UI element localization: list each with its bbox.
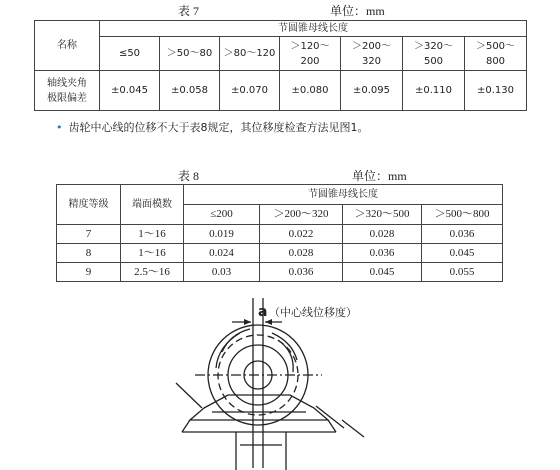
table8-cell: 0.024 — [184, 244, 260, 263]
bevel-gear-rim — [190, 395, 328, 420]
table7-col-header: ＞320～ 500 — [403, 37, 465, 71]
table7-header-group: 节圆锥母线长度 — [100, 21, 527, 37]
table8-caption: 表 8 — [178, 169, 200, 183]
table7-col-header: ＞200～ 320 — [341, 37, 403, 71]
table8-grade: 7 — [57, 225, 121, 244]
table7-cell: ±0.045 — [100, 71, 160, 111]
table8-module: 1～16 — [121, 225, 184, 244]
table8-unit: 单位：mm — [352, 169, 407, 183]
table8-cell: 0.019 — [184, 225, 260, 244]
table7-cell: ±0.080 — [280, 71, 341, 111]
table7-cell: ±0.110 — [403, 71, 465, 111]
table7-col-header: ＞80～120 — [220, 37, 280, 71]
table7-cell: ±0.058 — [160, 71, 220, 111]
table8-cell: 0.055 — [422, 263, 503, 282]
table8-col-header: ＞500～800 — [422, 205, 503, 225]
table7-col-header: ＞120～ 200 — [280, 37, 341, 71]
figure-label-a: a — [258, 304, 268, 320]
table8-cell: 0.028 — [260, 244, 343, 263]
table8-cell: 0.028 — [343, 225, 422, 244]
figure-label-desc: （中心线位移度） — [269, 306, 357, 319]
bullet-icon: • — [56, 121, 63, 134]
table7-unit: 单位：mm — [330, 4, 385, 18]
table8-header-grade: 精度等级 — [57, 185, 121, 225]
table7-cell: ±0.130 — [465, 71, 527, 111]
table8-cell: 0.036 — [422, 225, 503, 244]
table8-header-module: 端面模数 — [121, 185, 184, 225]
table7-col-header: ≤50 — [100, 37, 160, 71]
table8-col-header: ＞320～500 — [343, 205, 422, 225]
table7-caption: 表 7 — [178, 4, 200, 18]
table8-header-group: 节圆锥母线长度 — [184, 185, 503, 205]
table8-cell: 0.045 — [422, 244, 503, 263]
table8-cell: 0.036 — [343, 244, 422, 263]
table8-cell: 0.036 — [260, 263, 343, 282]
table8-cell: 0.045 — [343, 263, 422, 282]
table8-col-header: ＞200～320 — [260, 205, 343, 225]
table8-cell: 0.022 — [260, 225, 343, 244]
table8-grade: 8 — [57, 244, 121, 263]
table8-cell: 0.03 — [184, 263, 260, 282]
table7-cell: ±0.070 — [220, 71, 280, 111]
table8-module: 1～16 — [121, 244, 184, 263]
note-text: 齿轮中心线的位移不大于表8规定，其位移度检查方法见图1。 — [68, 121, 369, 134]
table8-module: 2.5～16 — [121, 263, 184, 282]
table7-col-header: ＞50～80 — [160, 37, 220, 71]
table7-cell: ±0.095 — [341, 71, 403, 111]
table8-col-header: ≤200 — [184, 205, 260, 225]
table7-header-name: 名称 — [35, 21, 100, 71]
table7-col-header: ＞500～ 800 — [465, 37, 527, 71]
table8-grade: 9 — [57, 263, 121, 282]
table7-row-label: 轴线夹角 极限偏差 — [35, 71, 100, 111]
